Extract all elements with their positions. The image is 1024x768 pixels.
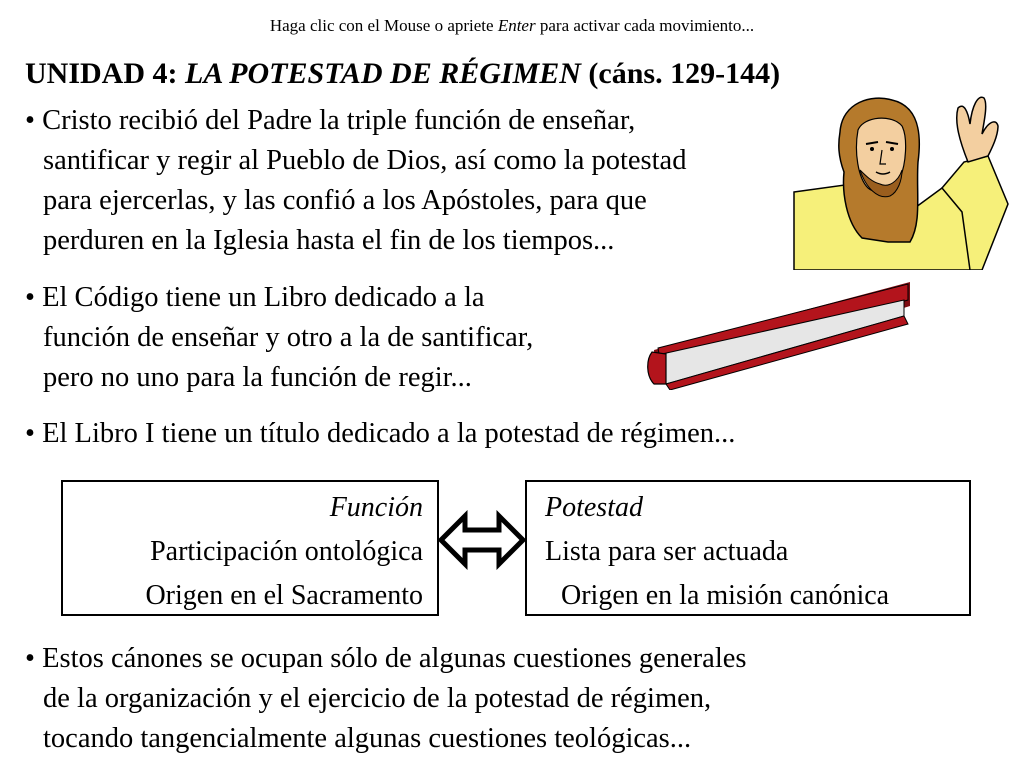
hint-text-after: para activar cada movimiento... <box>535 16 755 35</box>
title-main: LA POTESTAD DE RÉGIMEN <box>185 57 581 90</box>
instruction-hint <box>0 16 1024 36</box>
bullet-4 <box>25 639 746 759</box>
bullet-4-line-1: • Estos cánones se ocupan sólo de algunas cuestiones generales <box>25 643 747 674</box>
function-box <box>61 480 439 616</box>
bullet-1 <box>25 101 686 261</box>
bullet-4-line-3: tocando tangencialmente algunas cuestiones teológicas... <box>43 723 692 754</box>
red-book-illustration <box>642 280 912 390</box>
bullet-3-line-1: • El Libro I tiene un título dedicado a la potestad de régimen... <box>25 418 736 449</box>
title-prefix: UNIDAD 4: <box>25 57 185 90</box>
function-heading: Función <box>329 492 423 523</box>
bullet-2-line-1: • El Código tiene un Libro dedicado a la <box>25 282 485 313</box>
slide-title <box>25 57 780 91</box>
function-line-2: Origen en el Sacramento <box>145 580 423 611</box>
bullet-2 <box>25 278 533 398</box>
bullet-1-line-2: santificar y regir al Pueblo de Dios, así como la potestad <box>43 145 687 176</box>
bullet-1-line-1: • Cristo recibió del Padre la triple función de enseñar, <box>25 105 636 136</box>
bullet-3 <box>25 414 735 454</box>
bullet-1-line-4: perduren en la Iglesia hasta el fin de los tiempos... <box>43 225 615 256</box>
potestad-line-1: Lista para ser actuada <box>545 536 789 567</box>
bullet-2-line-2: función de enseñar y otro a la de santificar, <box>43 322 534 353</box>
hint-text-before: Haga clic con el Mouse o apriete <box>269 16 498 35</box>
bullet-4-line-2: de la organización y el ejercicio de la potestad de régimen, <box>43 683 712 714</box>
hint-key: Enter <box>497 16 536 35</box>
bullet-2-line-3: pero no uno para la función de regir... <box>43 362 472 393</box>
double-arrow-icon <box>437 510 527 570</box>
title-suffix: (cáns. 129-144) <box>580 57 781 90</box>
potestad-box <box>525 480 971 616</box>
potestad-heading: Potestad <box>545 492 643 523</box>
potestad-line-2: Origen en la misión canónica <box>561 580 890 611</box>
bullet-1-line-3: para ejercerlas, y las confió a los Apóstoles, para que <box>43 185 647 216</box>
function-line-1: Participación ontológica <box>150 536 423 567</box>
jesus-figure-illustration <box>792 92 1016 270</box>
